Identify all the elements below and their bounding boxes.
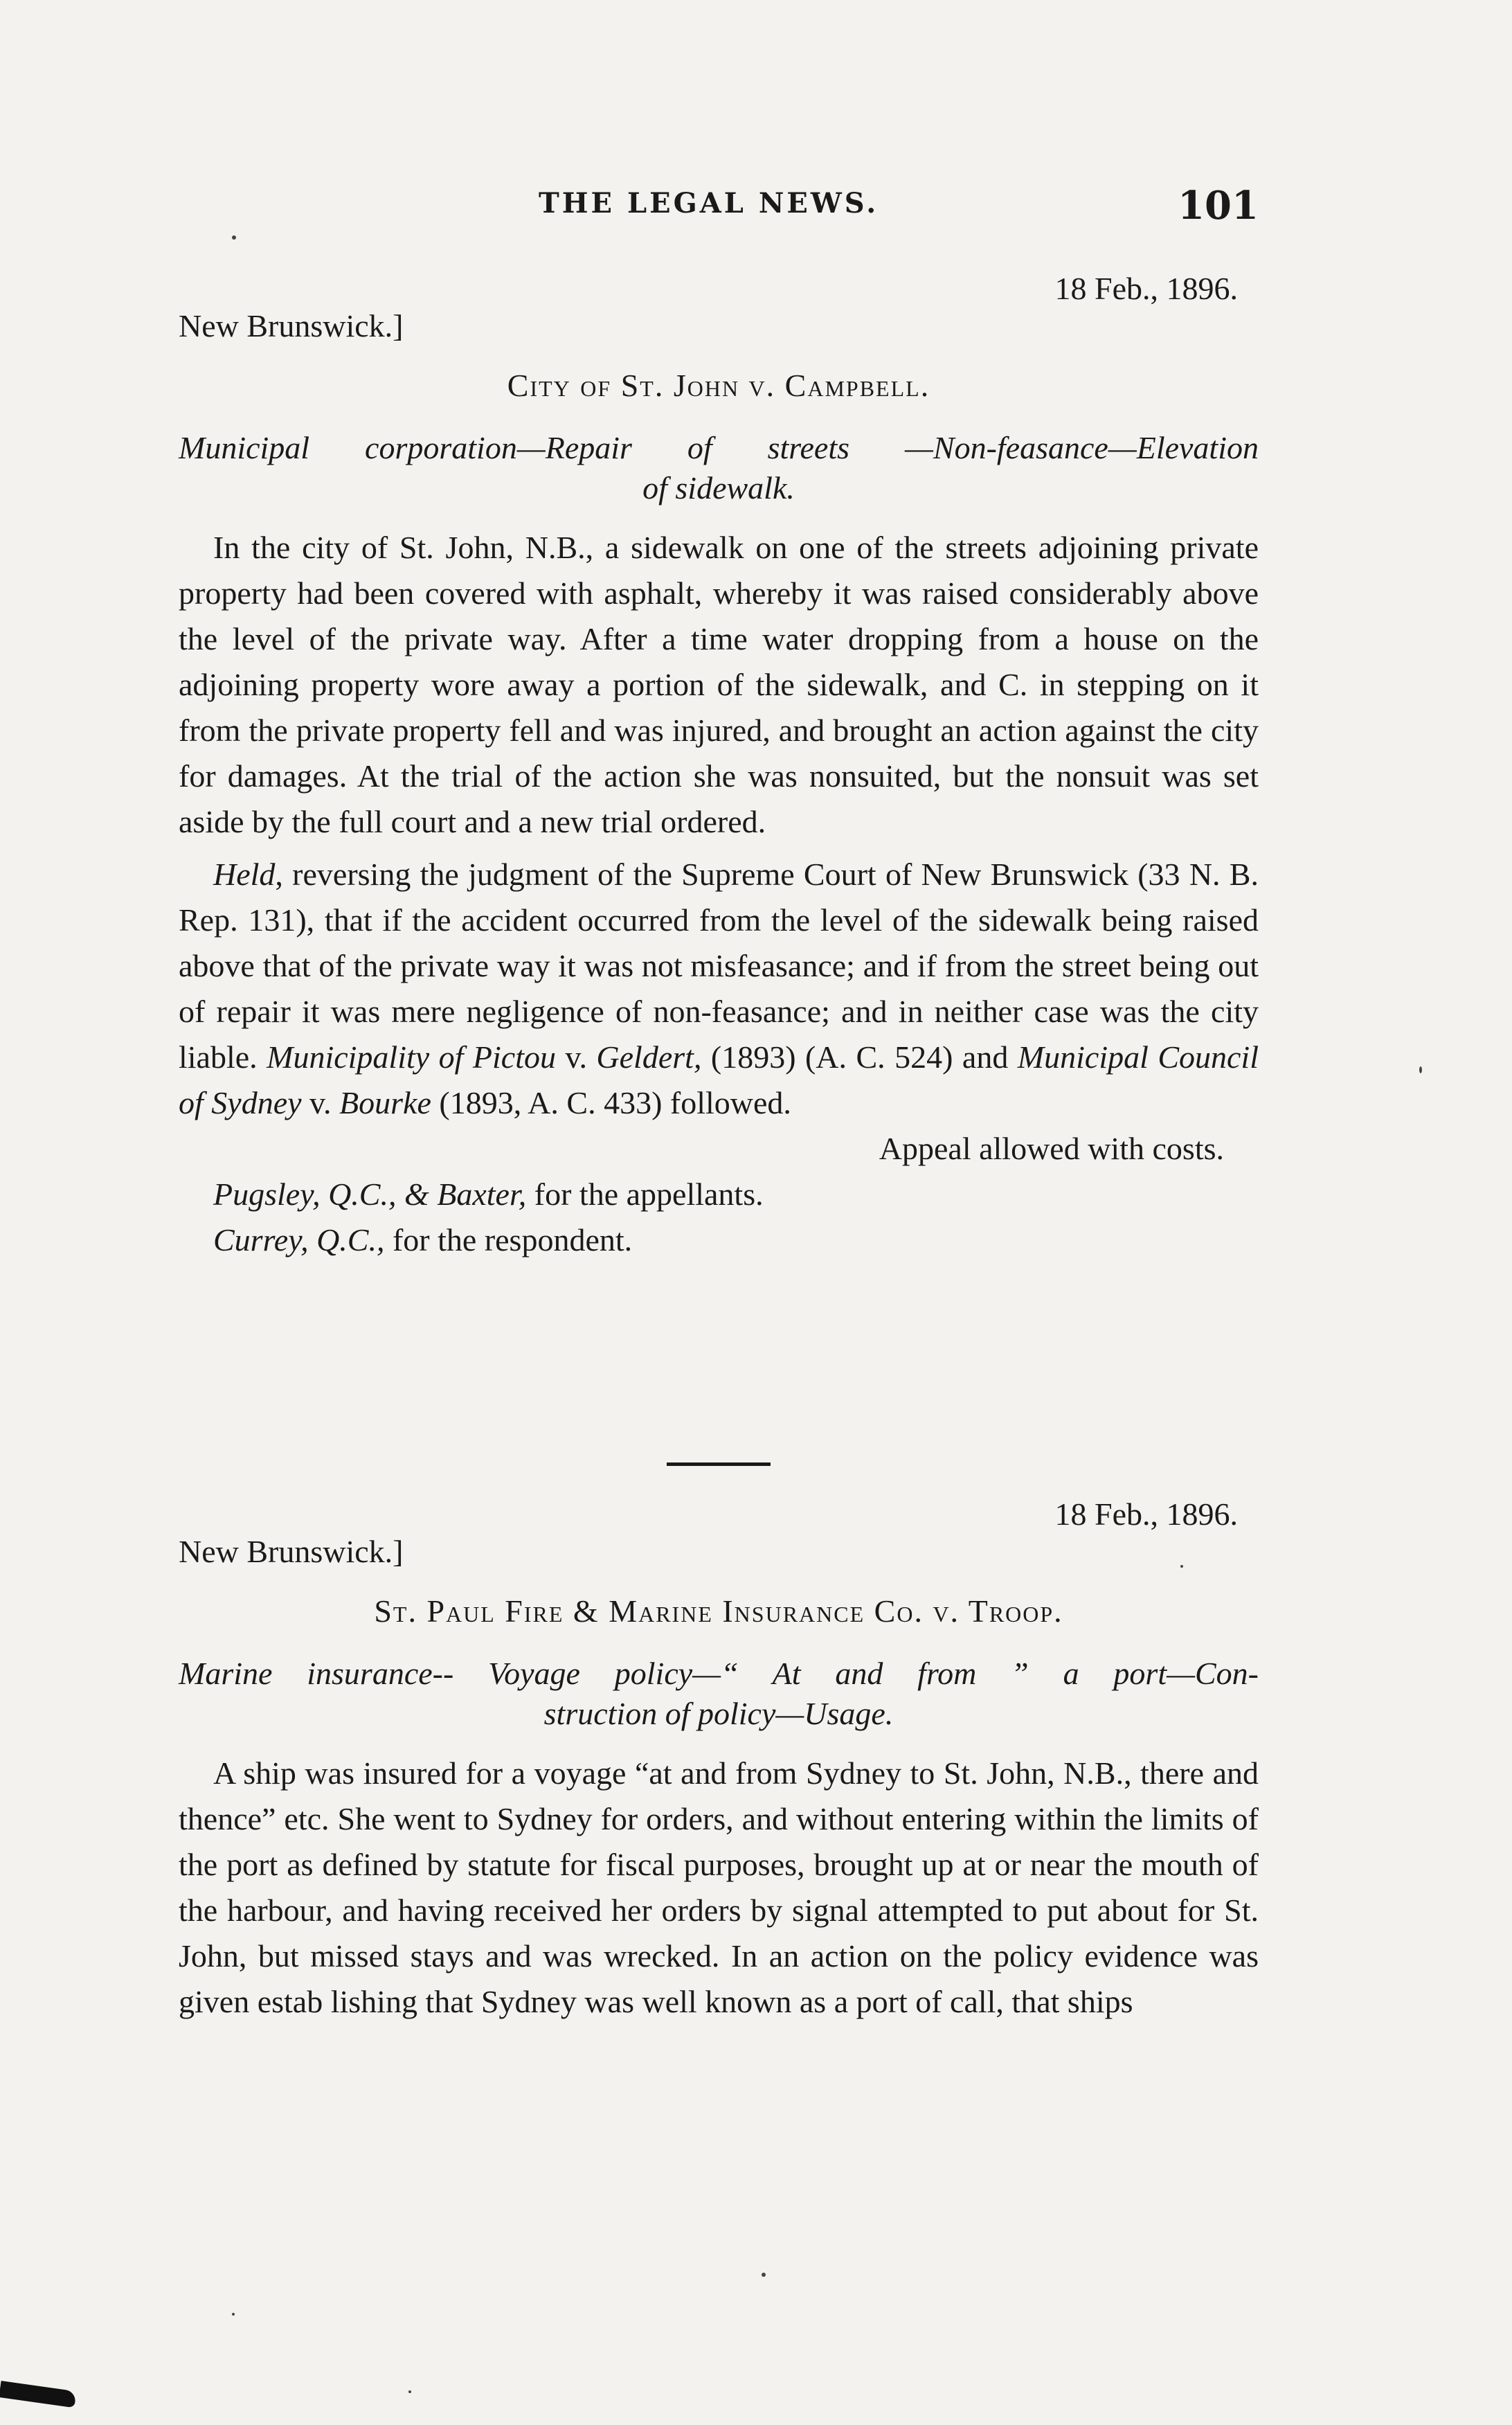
counsel-role: for the respondent. [384,1222,633,1258]
case-title: City of St. John v. Campbell. [507,368,930,403]
headnote-line: struction of policy—Usage. [543,1696,894,1731]
case-headnote [179,1654,1259,1734]
case-title: St. Paul Fire & Marine Insurance Co. v. Troop. [374,1593,1063,1629]
scan-speck [1180,1565,1183,1568]
scan-speck [408,2390,411,2393]
case-jurisdiction: New Brunswick.] [179,1534,404,1569]
counsel-names: Currey, Q.C., [213,1222,385,1258]
section-divider [667,1462,771,1466]
citation-versus: v. [555,1039,597,1075]
holding-paragraph [179,852,1259,1126]
citation-party: Bourke [339,1085,431,1120]
scan-speck [1419,1066,1422,1073]
citation-party: Municipality of Pictou [267,1039,556,1075]
page-number: 101 [1178,183,1259,229]
headnote-line: Municipal corporation—Repair of streets —Non-feasance—Elevation [179,430,1259,465]
headnote-line: Marine insurance-- Voyage policy—“ At and from ” a port—Con- [179,1656,1259,1691]
facts-paragraph: A ship was insured for a voyage “at and from Sydney to St. John, N.B., there and thence” etc. She went to Sydney for orders, and without entering within the limits of the port as defined by statute for fiscal purposes, brought up at or near the mouth of the harbour, and having received her orders by signal attempted to put about for St. John, but missed stays and was wrecked. In an action on the policy evidence was given estab lishing that Sydney was well known as a port of call, that ships [179,1755,1259,2019]
citation-party: Municipal Council of Sydney [179,1039,1259,1120]
scan-speck [232,235,236,240]
counsel-line [179,1172,1259,1217]
scan-speck [762,2273,766,2277]
case-date: 18 Feb., 1896. [1054,271,1238,306]
citation-reference: (1893) (A. C. 524) and [701,1039,1018,1075]
case-result: Appeal allowed with costs. [879,1131,1224,1166]
headnote-line: of sidewalk. [642,470,795,505]
running-title: THE LEGAL NEWS. [539,187,879,220]
running-head [179,183,1259,235]
case-headnote [179,428,1259,508]
counsel-names: Pugsley, Q.C., & Baxter, [213,1176,527,1212]
citation-versus: v. [301,1085,340,1120]
held-word: Held [213,857,276,892]
case-jurisdiction: New Brunswick.] [179,308,404,343]
case-body [179,525,1259,1263]
scan-edge-mark [0,2381,77,2408]
document-page [179,166,1259,2313]
case-body [179,1751,1259,2025]
scan-speck [232,2313,235,2316]
citation-party: Geldert, [596,1039,702,1075]
citation-reference: (1893, A. C. 433) followed. [431,1085,791,1120]
facts-paragraph: In the city of St. John, N.B., a sidewalk on one of the streets adjoining private property had been covered with asphalt, whereby it was raised considerably above the level of the private way. After a time water dropping from a house on the adjoining property wore away a portion of the sidewalk, and C. in stepping on it from the private property fell and was injured, and brought an action against the city for damages. At the trial of the action she was nonsuited, but the nonsuit was set aside by the full court and a new trial ordered. [179,530,1259,839]
case-date: 18 Feb., 1896. [1054,1496,1238,1532]
counsel-line [179,1217,1259,1263]
counsel-role: for the appellants. [526,1176,764,1212]
holding-text: , reversing the judgment of the Supreme Court of New Brunswick (33 N. B. Rep. 131), that if the accident occurred from the level of the sidewalk being raised above that of the private way it was not misfeasance; and if from the street being out of repair it was mere negligence of non-feasance; and in neither case was the city liable. [179,857,1259,1075]
